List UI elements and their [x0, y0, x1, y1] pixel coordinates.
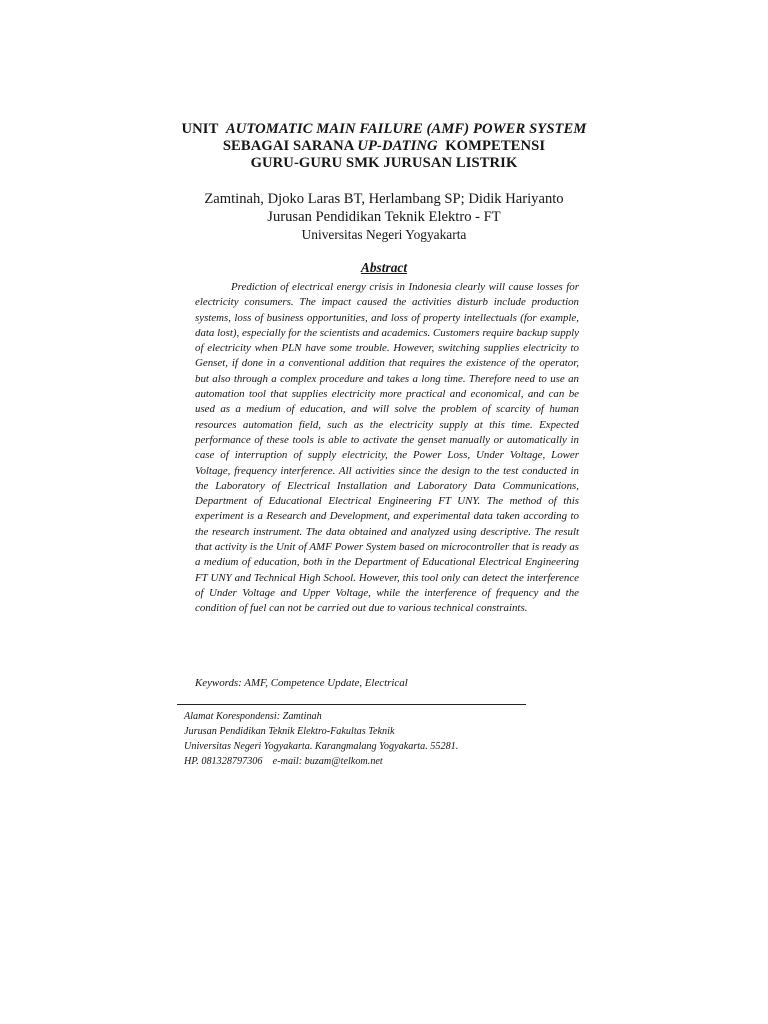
author-department: Jurusan Pendidikan Teknik Elektro - FT — [267, 208, 501, 225]
abstract-body: Prediction of electrical energy crisis in Indonesia clearly will cause losses for electricity consumers. The impact caused the activities disturb include production systems, loss of business opportunities, and loss of property intellectuals (for example, data lost), especially for the scientists and academics. Customers require backup supply of electricity when PLN have some trouble. However, switching supplies electricity to Genset, if done in a conventional addition that requires the existence of the operator, but also through a complex procedure and takes a long time. Therefore need to use an automation tool that supplies electricity more practical and economical, and can be used as a medium of education, and will solve the problem of scarcity of human resources automation field, such as the electricity supply at this time. Expected performance of these tools is able to activate the genset manually or automatically in case of interruption of supply electricity, the Power Loss, Under Voltage, Lower Voltage, frequency interference. All activities since the design to the test conducted in the Laboratory of Electrical Installation and Laboratory Data Communications, Department of Educational Electrical Engineering FT UNY. The method of this experiment is a Research and Development, and experimental data taken according to the research instrument. The data obtained and analyzed using descriptive. The result that activity is the Unit of AMF Power System based on microcontroller that is ready as a medium of education, both in the Department of Educational Electrical Engineering FT UNY and Technical High School. However, this tool only can detect the interference of Under Voltage and Upper Voltage, while the interference of frequency and the condition of fuel can not be carried out due to various technical constraints. — [195, 281, 579, 615]
author-block — [0, 191, 768, 226]
author-names: Zamtinah, Djoko Laras BT, Herlambang SP; Didik Hariyanto — [204, 191, 564, 207]
footnote-line-3: Universitas Negeri Yogyakarta. Karangmalang Yogyakarta. 55281. — [184, 741, 459, 752]
abstract-heading: Abstract — [360, 260, 408, 275]
title-line-3: GURU-GURU SMK JURUSAN LISTRIK — [250, 155, 518, 171]
title-line-1-prefix: UNIT — [181, 121, 219, 137]
title-line-2-suffix: KOMPETENSI — [445, 138, 546, 154]
paper-title — [0, 121, 768, 172]
title-line-2 — [0, 138, 768, 155]
title-line-1 — [0, 121, 768, 138]
footnote-line-4: HP. 081328797306 e-mail: buzam@telkom.net — [184, 756, 383, 767]
keywords: Keywords: AMF, Competence Update, Electrical — [195, 677, 408, 689]
footnote-divider — [177, 704, 526, 705]
correspondence-footnote — [184, 709, 458, 769]
title-line-1-italic: AUTOMATIC MAIN FAILURE (AMF) POWER SYSTEM — [225, 121, 587, 137]
footnote-line-1: Alamat Korespondensi: Zamtinah — [184, 711, 322, 722]
author-university: Universitas Negeri Yogyakarta — [301, 227, 467, 242]
title-line-2-prefix: SEBAGAI SARANA — [222, 138, 354, 154]
title-line-2-italic: UP-DATING — [357, 138, 438, 154]
footnote-line-2: Jurusan Pendidikan Teknik Elektro-Fakultas Teknik — [184, 726, 395, 737]
